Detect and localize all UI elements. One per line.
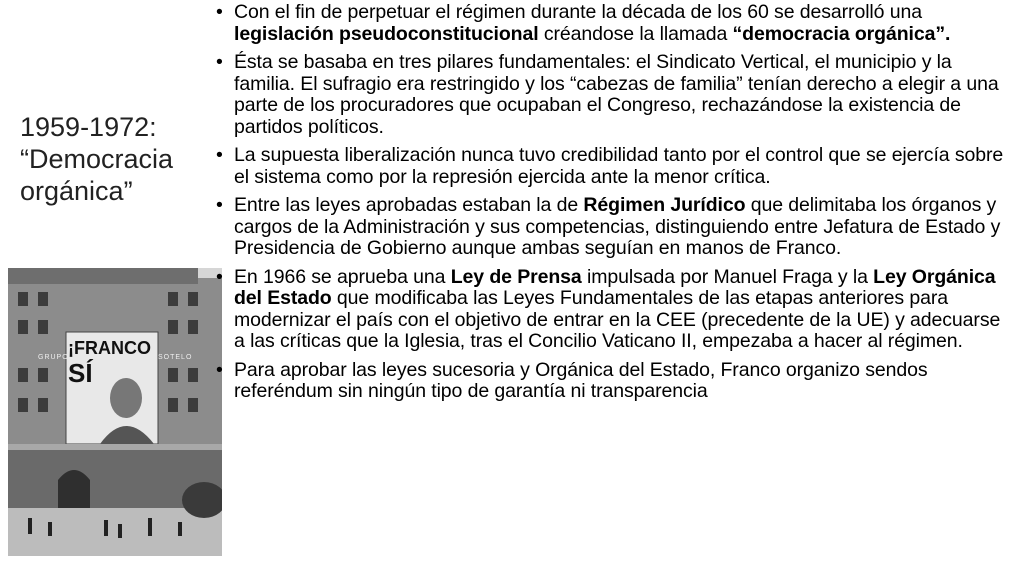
- bullet-text: créandose la llamada: [538, 22, 733, 45]
- banner-line-2: SÍ: [68, 358, 93, 388]
- bullet-item: [210, 360, 1010, 403]
- bullet-list: [210, 2, 1010, 410]
- building-sign-left: GRUPO: [38, 354, 69, 361]
- photo-illustration: [8, 268, 222, 556]
- bullet-text: Para aprobar las leyes sucesoria y Orgánica del Estado, Franco organizo sendos referéndum sin ningún tipo de garantía ni transparencia: [234, 358, 928, 402]
- bullet-item: [210, 195, 1010, 260]
- bullet-item: [210, 145, 1010, 188]
- bullet-bold-text: legislación pseudoconstitucional: [234, 22, 539, 45]
- bullet-text: Con el fin de perpetuar el régimen durante la década de los 60 se desarrolló una: [234, 1, 922, 23]
- bullet-bold-text: Ley Orgánica del Estado: [234, 265, 996, 309]
- bullet-text: Entre las leyes aprobadas estaban la de: [234, 194, 584, 216]
- title-line-3: orgánica”: [20, 175, 133, 206]
- bullet-text: En 1966 se aprueba una: [234, 265, 451, 288]
- bullet-item: [210, 2, 1010, 45]
- bullet-bold-text: Régimen Jurídico: [583, 194, 746, 216]
- bullet-bold-text: “democracia orgánica”.: [732, 22, 951, 45]
- banner-line-1: ¡FRANCO: [68, 338, 151, 358]
- building-sign-right: SOTELO: [158, 354, 193, 361]
- historical-photo: [8, 268, 222, 556]
- bullet-text: que modificaba las Leyes Fundamentales de las etapas anteriores para modernizar el país con el objetivo de entrar en la CEE (precedente de la UE) y adecuarse a las críticas que la Iglesia, tras el Concilio Vaticano II, empezaba a hacer al régimen.: [234, 287, 1001, 352]
- slide-title: [20, 112, 210, 208]
- bullet-text: La supuesta liberalización nunca tuvo credibilidad tanto por el control que se ejercía sobre el sistema como por la represión ejercida ante la menor crítica.: [234, 144, 1004, 188]
- bullet-item: [210, 52, 1010, 138]
- title-line-2: “Democracia: [20, 143, 174, 174]
- bullet-bold-text: Ley de Prensa: [450, 265, 582, 288]
- title-line-1: 1959-1972:: [20, 112, 157, 142]
- bullet-text: que delimitaba los órganos y cargos de la Administración y sus competencias, distinguiendo entre Jefatura de Estado y Presidencia de Gobierno aunque ambas seguían en manos de Franco.: [234, 194, 1001, 259]
- bullet-item: [210, 267, 1010, 353]
- banner-sign-text: [68, 338, 156, 388]
- bullet-text: impulsada por Manuel Fraga y la: [581, 265, 874, 288]
- bullet-text: Ésta se basaba en tres pilares fundamentales: el Sindicato Vertical, el municipio y la familia. El sufragio era restringido y los “cabezas de familia” tenían derecho a elegir a una parte de los procuradores que ocupaban el Congreso, rechazándose la existencia de partidos políticos.: [234, 51, 999, 138]
